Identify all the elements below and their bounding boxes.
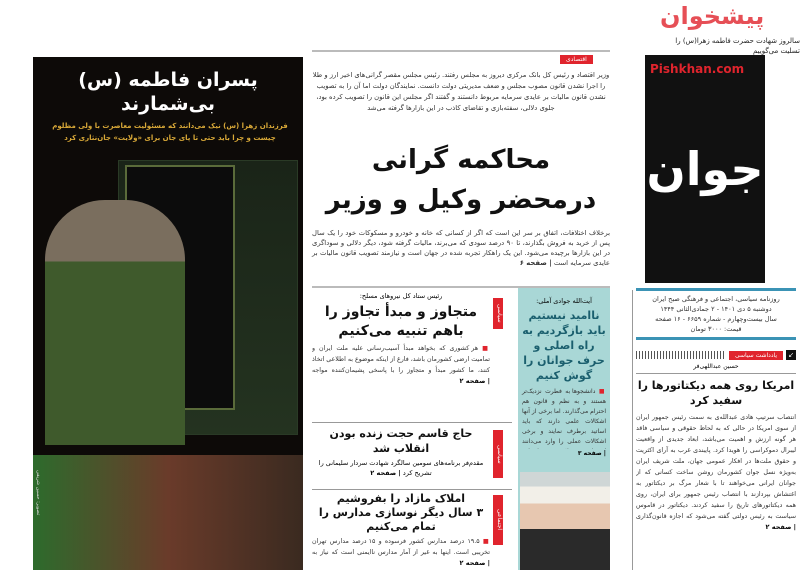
story-body: دانشجوها به فطرت نزدیک‌تر هستند و به نظم و قانون هم احترام می‌گذارند. اما برخی از آنها اشکالات علمی دارند که باید اساتید برطرف نمایند و برخی اشکالات عملی را وارد می‌دانند (522, 388, 606, 445)
story-armed-forces: رئیس ستاد کل نیروهای مسلح: متجاوز و مبدأ تجاوز را باهم تنبیه می‌کنیم ■ هر کشوری که بخواهد مبدأ آسیب‌رسانی علیه ملت ایران و تمامیت ارضی کشورمان باشد، فارغ از اینکه موضوع به اطلاعی اتخاذ کنند، ما کشور مبدأ و متجاوز را با پاسخی پشیمان‌کننده مواجه | صفحه ۲ (312, 291, 490, 386)
headline[interactable]: حاج قاسم حجت زنده بودن انقلاب شد (329, 427, 473, 455)
section-tag: اجتماعی (493, 495, 503, 545)
lead-intro: وزیر اقتصاد و رئیس کل بانک مرکزی دیروز به مجلس رفتند. رئیس مجلس مقصر گرانی‌های اخیر ارز و طلا را اجرا نشدن قانون مصوب مجلس و ضعف مدیریتی دولت دانست. نمایندگان دولت اما آن را به تصویب نشدن قانون مالیات بر عایدی سرمایه مربوط دانستند و گفتند اگر مجلس این قانون را تصویب کرده بود، جلوی دلالی، سفته‌بازی و تقاضای کاذب در این بازارها گرفته می‌شد (312, 71, 610, 112)
masthead-price: قیمت: ۳۰۰۰ تومان (690, 325, 742, 333)
divider (312, 489, 512, 490)
kicker: رئیس ستاد کل نیروهای مسلح: (359, 292, 443, 300)
headline[interactable]: ۳ سال دیگر نوسازی مدارس را تمام می‌کنیم (318, 506, 484, 533)
section-tag: سیاسی (493, 430, 503, 478)
section-tag: اقتصادی (560, 55, 593, 64)
decorative-bars (636, 351, 726, 359)
editorial (636, 350, 796, 533)
page-ref[interactable]: | صفحه ۲ (459, 559, 490, 567)
editorial-body: انتصاب سرتیپ هادی عبدالله‌ی به سمت رئیس جمهور ایران از سوی امریکا در حالی که به لحاظ حقوقی و سیاسی فاقد هر گونه ارزش و اهمیت می‌باشد، ابعاد جدیدی از واقعیت لیبرال دموکراسی را هویدا کرد. پایبندی غرب به آرای اکثریت و حقوق ملت‌ها در افکار عمومی جهان، ملت شریف ایران به‌ویژه نسل جوان کشورمان روشن ساخت کسانی که از جوانان ایرانی می‌خواهند تا با شعار مرگ بر دیکتاتور به اغتشاش بپردازند با انتصاب رئیس جمهور برای ایران، روی همه دیکتاتورهای تاریخ را سفید کردند. دیکتاتور در قاموس سیاست به رئیس دولتی گفته می‌شود که اجازه قانون‌گذاری (636, 414, 796, 520)
newspaper-logo: جوان (645, 55, 765, 283)
watermark-url: Pishkhan.com (650, 62, 745, 76)
story-body: هر کشوری که بخواهد مبدأ آسیب‌رسانی علیه ملت ایران و تمامیت ارضی کشورمان باشد، فارغ از اینکه موضوع به اطلاعی اتخاذ کنند، ما کشور مبدأ و متجاوز را با پاسخی پشیمان‌کننده مواجه (312, 345, 490, 374)
commander-photo (45, 200, 185, 445)
page-ref[interactable]: | صفحه ۳ (577, 450, 606, 457)
story-soleimani (312, 426, 490, 478)
page-ref[interactable]: | صفحه ۶ (519, 259, 552, 267)
feature-subtitle: فرزندان زهرا (س) نیک می‌دانند که مسئولیت معاصرت با ولی مظلوم چیست و چرا باید حتی تا پای جان برای «ولایت» جان‌نثاری کرد (52, 122, 288, 142)
headline[interactable]: ناامید نیستیم باید بازگردیم به راه اصلی و حرف جوانان را گوش کنیم (522, 309, 606, 382)
story-schools: املاک مازاد را بفروشیم ۳ سال دیگر نوسازی مدارس را تمام می‌کنیم ■ ۱۹.۵ درصد مدارس کشور فرسوده و ۱۵ درصد مدارس تهران تخریبی است. اینها به غیر از آمار مدارس ناایمنی است که نیاز به | صفحه ۲ (312, 492, 490, 568)
lead-headline[interactable] (312, 140, 610, 220)
section-tag: سیاسی (493, 298, 503, 329)
divider (312, 422, 512, 423)
arrow-icon: ↙ (786, 350, 796, 360)
anniversary-note: سالروز شهادت حضرت فاطمه زهرا(س) را تسلیت می‌گوییم (675, 37, 800, 55)
masthead-date: دوشنبه ۵ دی ۱۴۰۱ - ۲ جمادی‌الثانی ۱۴۴۴ (660, 305, 772, 313)
lead-headline-line: درمحضر وکیل و وزیر (325, 185, 597, 215)
page-ref[interactable]: | صفحه ۲ (765, 523, 796, 531)
lead-headline-line: محاکمه گرانی (371, 145, 551, 175)
feature-headline[interactable]: پسران فاطمه (س) بی‌شمارند (78, 69, 258, 115)
headline[interactable]: املاک مازاد را بفروشیم (336, 492, 466, 505)
editorial-title[interactable]: امریکا روی همه دیکتاتورها را سفید کرد (637, 379, 795, 407)
page-ref[interactable]: | صفحه ۲ (370, 469, 401, 477)
story-javadi-amoli: آیت‌الله جوادی آملی: ناامید نیستیم باید بازگردیم به راه اصلی و حرف جوانان را گوش کنیم ■ دانشجوها به فطرت نزدیک‌تر هستند و به نظم و قانون هم احترام می‌گذارند. اما برخی از آنها اشکالات علمی دارند که باید اساتید برطرف نمایند و برخی اشکالات عملی را وارد می‌دانند | صفحه ۳ (518, 288, 610, 570)
divider (636, 337, 796, 340)
masthead-line: روزنامه سیاسی، اجتماعی و فرهنگی صبح ایران (652, 295, 780, 303)
headline[interactable]: متجاوز و مبدأ تجاوز را باهم تنبیه می‌کنیم (324, 304, 478, 339)
masthead-issue: سال بیست‌وچهارم - شماره ۶۶۵۹ - ۱۶ صفحه (655, 315, 777, 323)
lead-body: برخلاف اختلافات، اتفاق بر سر این است که اگر از کسانی که خانه و خودرو و مسکوکات خود را یک سال پس از خرید به فروش بگذارند، تا ۹۰ درصد سودی که می‌برند، مالیات گرفته شود، دیگر دلالی و سوداگری در این بازارها برچیده می‌شود. این یک راهکار تجربه شده در جهان است و نیازمند تصویب قانون مالیات بر عایدی سرمایه است (312, 229, 610, 267)
watermark-logo: پیشخوان (660, 2, 765, 30)
column-divider (632, 290, 633, 570)
story-body: مقدم‌فر برنامه‌های سومین سالگرد شهادت سردار سلیمانی را تشریح کرد (318, 459, 484, 477)
kicker: آیت‌الله جوادی آملی: (536, 297, 592, 305)
page-ref[interactable]: | صفحه ۲ (459, 377, 490, 385)
divider (312, 50, 610, 52)
section-tag: یادداشت سیاسی (729, 351, 783, 360)
story-body: ۱۹.۵ درصد مدارس کشور فرسوده و ۱۵ درصد مدارس تهران تخریبی است. اینها به غیر از آمار مدارس ناایمنی است که نیاز به (312, 538, 490, 556)
masthead-info (636, 288, 796, 340)
martyr-photo (33, 455, 303, 570)
photo-credit: تصویر: حسین شریفی (35, 470, 41, 516)
cleric-photo (520, 472, 610, 570)
author: حسین عبداللهی‌فر (636, 363, 796, 374)
